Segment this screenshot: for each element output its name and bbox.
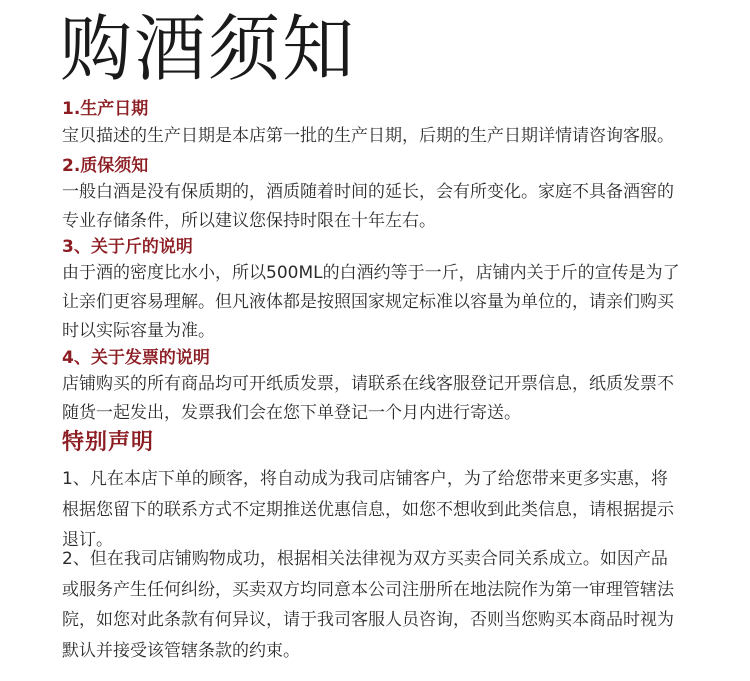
page-title: 购酒须知 — [60, 7, 357, 91]
text-line: 由于酒的密度比水小，所以500ML的白酒约等于一斤，店铺内关于斤的宣传是为了 — [62, 263, 680, 283]
section-body-invoice — [62, 370, 712, 428]
special-item-1 — [62, 464, 712, 556]
section-heading-warranty: 2.质保须知 — [62, 156, 149, 176]
text-line: 时以实际容量为准。 — [62, 321, 215, 341]
text-line: 1、凡在本店下单的顾客，将自动成为我司店铺客户，为了给您带来更多实惠，将 — [62, 469, 668, 489]
special-item-2 — [62, 544, 712, 666]
text-line: 2、但在我司店铺购物成功，根据相关法律视为双方买卖合同关系成立。如因产品 — [62, 549, 668, 569]
section-heading-jin-explanation: 3、关于斤的说明 — [62, 237, 193, 257]
text-line: 让亲们更容易理解。但凡液体都是按照国家规定标准以容量为单位的，请亲们购买 — [62, 292, 674, 312]
text-line: 专业存储条件，所以建议您保持时限在十年左右。 — [62, 211, 436, 231]
text-line: 一般白酒是没有保质期的，酒质随着时间的延长，会有所变化。家庭不具备酒窖的 — [62, 182, 674, 202]
section-body-production-date — [62, 122, 712, 151]
section-body-jin-explanation — [62, 259, 712, 346]
text-line: 随货一起发出，发票我们会在您下单登记一个月内进行寄送。 — [62, 403, 521, 423]
text-line: 店铺购买的所有商品均可开纸质发票，请联系在线客服登记开票信息，纸质发票不 — [62, 374, 674, 394]
text-line: 院，如您对此条款有何异议，请于我司客服人员咨询，否则当您购买本商品时视为 — [62, 610, 674, 630]
special-statement-heading: 特别声明 — [62, 430, 155, 455]
section-heading-invoice: 4、关于发票的说明 — [62, 348, 210, 368]
text-line: 根据您留下的联系方式不定期推送优惠信息，如您不想收到此类信息，请根据提示 — [62, 499, 674, 520]
text-line: 或服务产生任何纠纷，买卖双方均同意本公司注册所在地法院作为第一审理管辖法 — [62, 579, 674, 600]
text-line: 默认并接受该管辖条款的约束。 — [62, 640, 300, 661]
section-heading-production-date: 1.生产日期 — [62, 99, 149, 119]
section-body-warranty — [62, 178, 712, 236]
text-line: 宝贝描述的生产日期是本店第一批的生产日期，后期的生产日期详情请咨询客服。 — [62, 126, 674, 146]
text-line: 退订。 — [62, 530, 113, 550]
